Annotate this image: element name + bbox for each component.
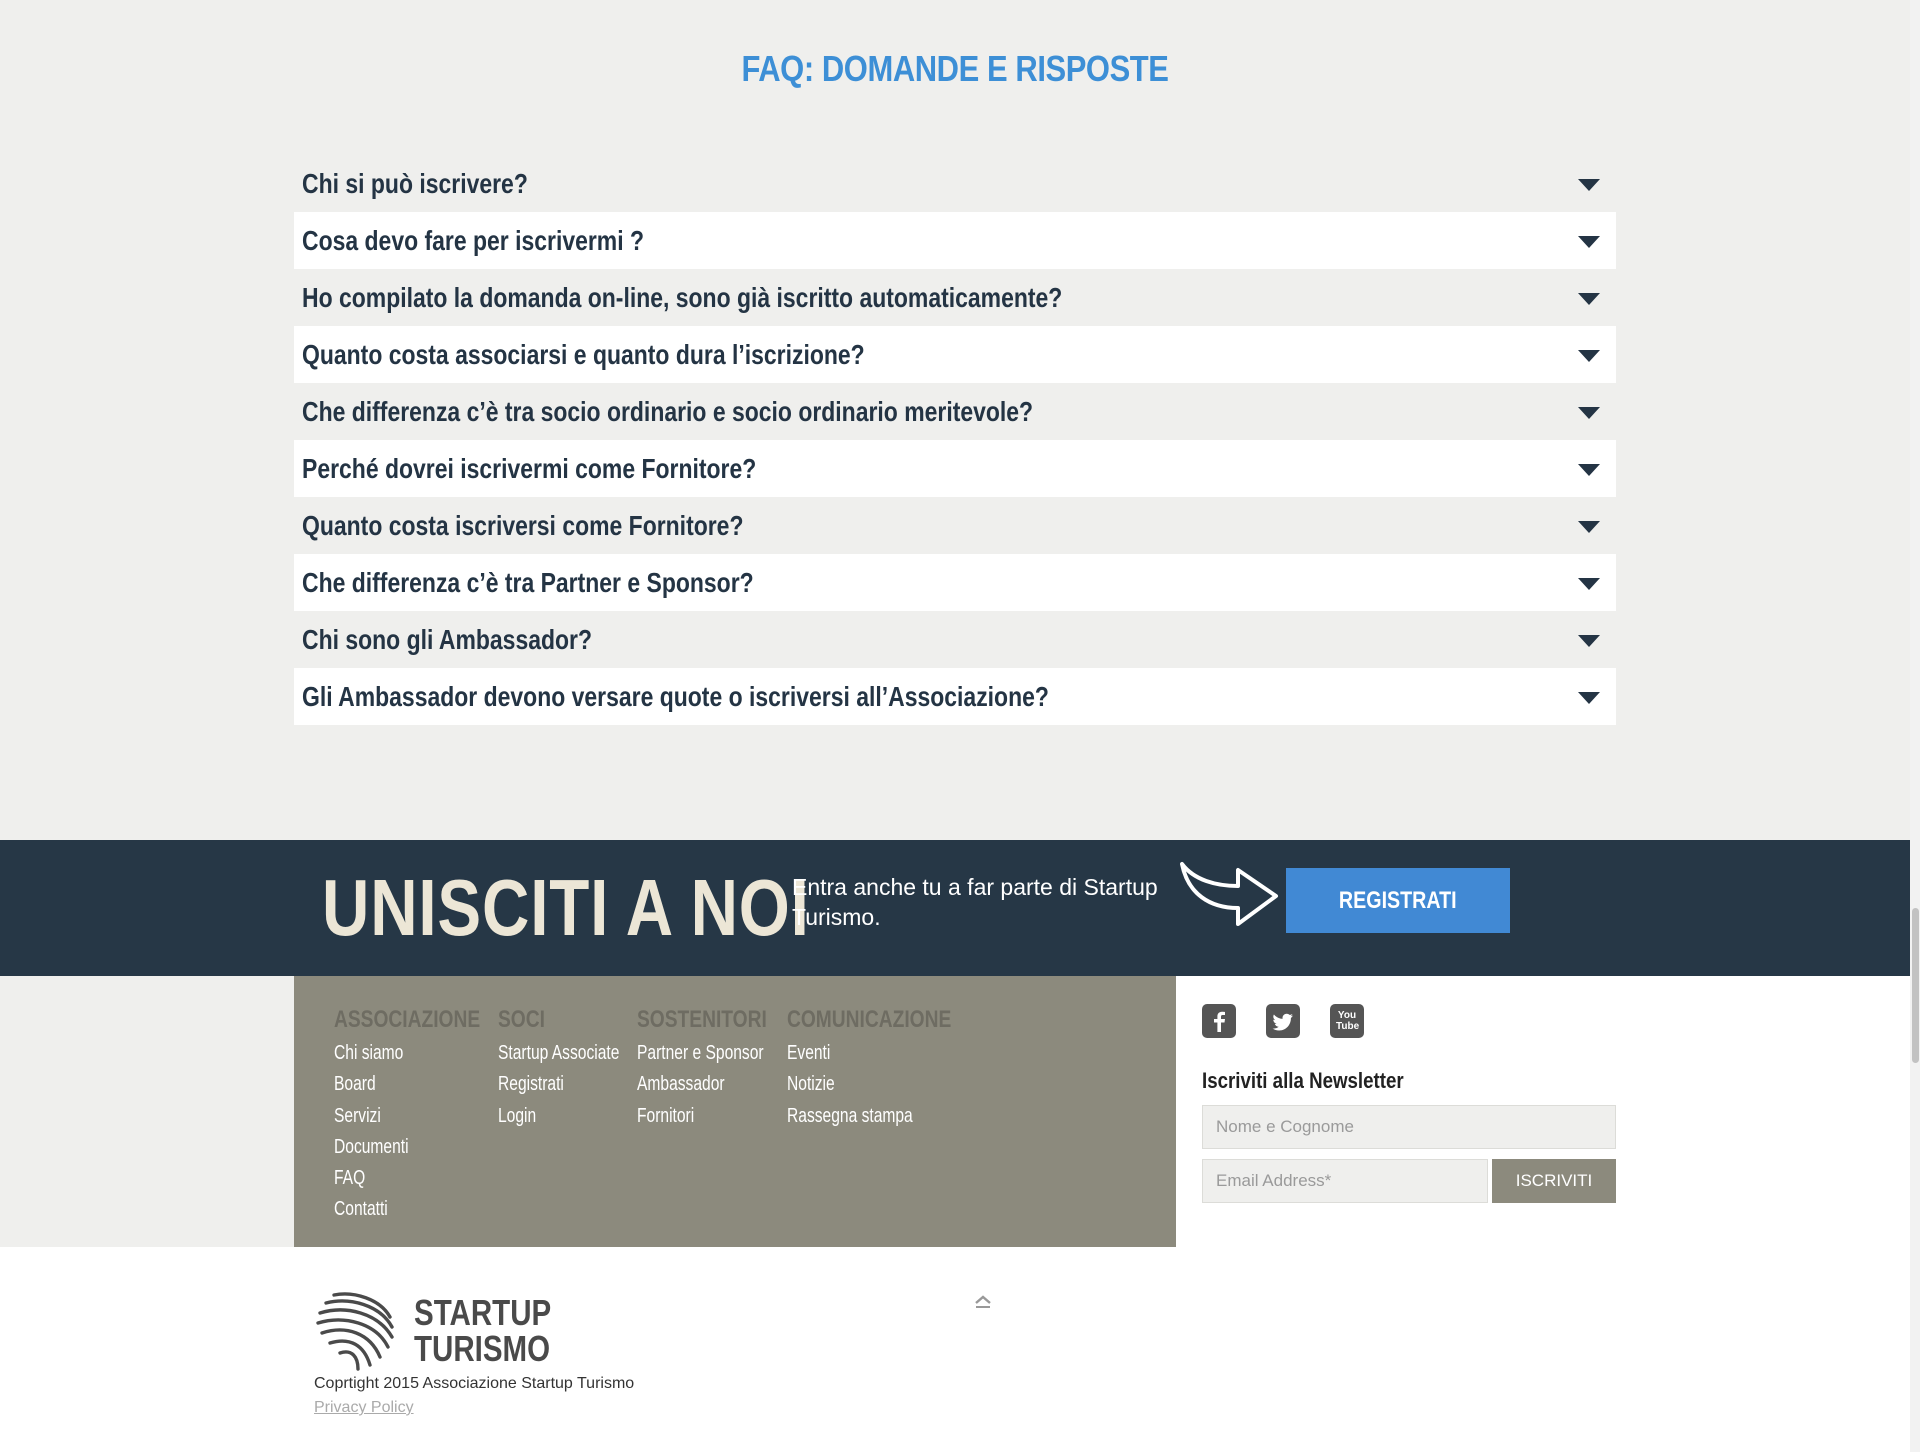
caret-down-icon (1578, 236, 1600, 248)
newsletter-title: Iscriviti alla Newsletter (1202, 1068, 1404, 1093)
footer-column-heading: SOSTENITORI (637, 1006, 767, 1033)
footer-link[interactable]: FAQ (334, 1167, 366, 1190)
footer-column-heading: SOCI (498, 1006, 545, 1033)
footer-column-comunicazione (787, 1006, 992, 1132)
faq-list (294, 155, 1616, 725)
faq-question: Cosa devo fare per iscrivermi ? (302, 224, 645, 256)
copyright-text: Coprtight 2015 Associazione Startup Turismo (314, 1375, 635, 1392)
faq-item[interactable] (294, 440, 1616, 497)
startup-turismo-logo-icon (314, 1285, 400, 1371)
faq-question: Che differenza c’è tra socio ordinario e socio ordinario meritevole? (302, 395, 1034, 427)
faq-question: Quanto costa associarsi e quanto dura l’iscrizione? (302, 338, 865, 370)
join-text: Entra anche tu a far parte di Startup Turismo. (792, 874, 1158, 930)
newsletter-name-input[interactable] (1202, 1105, 1616, 1149)
footer-column-heading: ASSOCIAZIONE (334, 1006, 481, 1033)
facebook-icon-glyph (1202, 1004, 1236, 1038)
footer-column-soci (498, 1006, 654, 1132)
faq-title: FAQ: DOMANDE E RISPOSTE (741, 48, 1169, 89)
footer-link[interactable]: Rassegna stampa (787, 1104, 913, 1127)
logo-wordmark (414, 1292, 552, 1369)
logo-line-2: TURISMO (414, 1328, 551, 1369)
caret-down-icon (1578, 407, 1600, 419)
twitter-icon[interactable] (1266, 1004, 1300, 1038)
caret-down-icon (1578, 635, 1600, 647)
faq-item[interactable] (294, 497, 1616, 554)
privacy-policy-link[interactable]: Privacy Policy (314, 1399, 414, 1416)
footer-link[interactable]: Contatti (334, 1198, 388, 1221)
caret-down-icon (1578, 521, 1600, 533)
footer-column-associazione (334, 1006, 517, 1226)
youtube-icon[interactable] (1330, 1004, 1364, 1038)
register-button[interactable] (1286, 868, 1510, 933)
footer-link[interactable]: Startup Associate (498, 1042, 620, 1064)
caret-down-icon (1578, 350, 1600, 362)
logo-line-1: STARTUP (414, 1292, 552, 1333)
footer-column-sostenitori (637, 1006, 799, 1132)
footer-link[interactable]: Chi siamo (334, 1042, 404, 1064)
faq-question: Perché dovrei iscrivermi come Fornitore? (302, 452, 757, 484)
footer-link[interactable]: Eventi (787, 1042, 831, 1064)
footer-links (294, 976, 1176, 1247)
footer-link[interactable]: Servizi (334, 1104, 381, 1127)
faq-item[interactable] (294, 212, 1616, 269)
footer-newsletter-area (1176, 976, 1910, 1247)
footer-link[interactable]: Documenti (334, 1135, 409, 1158)
footer-link[interactable]: Fornitori (637, 1104, 695, 1127)
faq-item[interactable] (294, 326, 1616, 383)
join-headline: UNISCITI A NOI (322, 863, 810, 952)
faq-question: Che differenza c’è tra Partner e Sponsor? (302, 566, 754, 598)
faq-question: Chi sono gli Ambassador? (302, 623, 593, 655)
newsletter-email-input[interactable] (1202, 1159, 1488, 1203)
faq-question: Chi si può iscrivere? (302, 167, 528, 199)
faq-item[interactable] (294, 611, 1616, 668)
facebook-icon[interactable] (1202, 1004, 1236, 1038)
footer-link[interactable]: Board (334, 1073, 376, 1096)
bottom-footer (0, 1247, 1910, 1452)
faq-item[interactable] (294, 269, 1616, 326)
caret-down-icon (1578, 293, 1600, 305)
faq-item[interactable] (294, 155, 1616, 212)
caret-down-icon (1578, 179, 1600, 191)
scrollbar-thumb[interactable] (1912, 908, 1919, 1063)
footer-link[interactable]: Login (498, 1104, 537, 1127)
join-banner (0, 840, 1910, 976)
footer-link[interactable]: Registrati (498, 1073, 564, 1096)
newsletter-subscribe-button[interactable]: ISCRIVITI (1492, 1159, 1616, 1203)
faq-question: Quanto costa iscriversi come Fornitore? (302, 509, 744, 541)
caret-down-icon (1578, 578, 1600, 590)
faq-question: Ho compilato la domanda on-line, sono già iscritto automaticamente? (302, 281, 1063, 313)
caret-down-icon (1578, 692, 1600, 704)
youtube-icon-label: You Tube (1336, 1010, 1360, 1032)
faq-question: Gli Ambassador devono versare quote o iscriversi all’Associazione? (302, 680, 1049, 712)
register-button-label: REGISTRATI (1339, 886, 1457, 914)
footer-column-heading: COMUNICAZIONE (787, 1006, 952, 1033)
page-scrollbar[interactable] (1910, 0, 1920, 1452)
footer-link[interactable]: Notizie (787, 1073, 835, 1096)
footer-link[interactable]: Partner e Sponsor (637, 1042, 764, 1064)
faq-item[interactable] (294, 554, 1616, 611)
faq-item[interactable] (294, 668, 1616, 725)
back-to-top-icon[interactable] (972, 1293, 994, 1309)
curved-arrow-icon (1176, 858, 1282, 940)
faq-item[interactable] (294, 383, 1616, 440)
caret-down-icon (1578, 464, 1600, 476)
footer-link[interactable]: Ambassador (637, 1073, 725, 1096)
twitter-icon-glyph (1266, 1004, 1300, 1038)
